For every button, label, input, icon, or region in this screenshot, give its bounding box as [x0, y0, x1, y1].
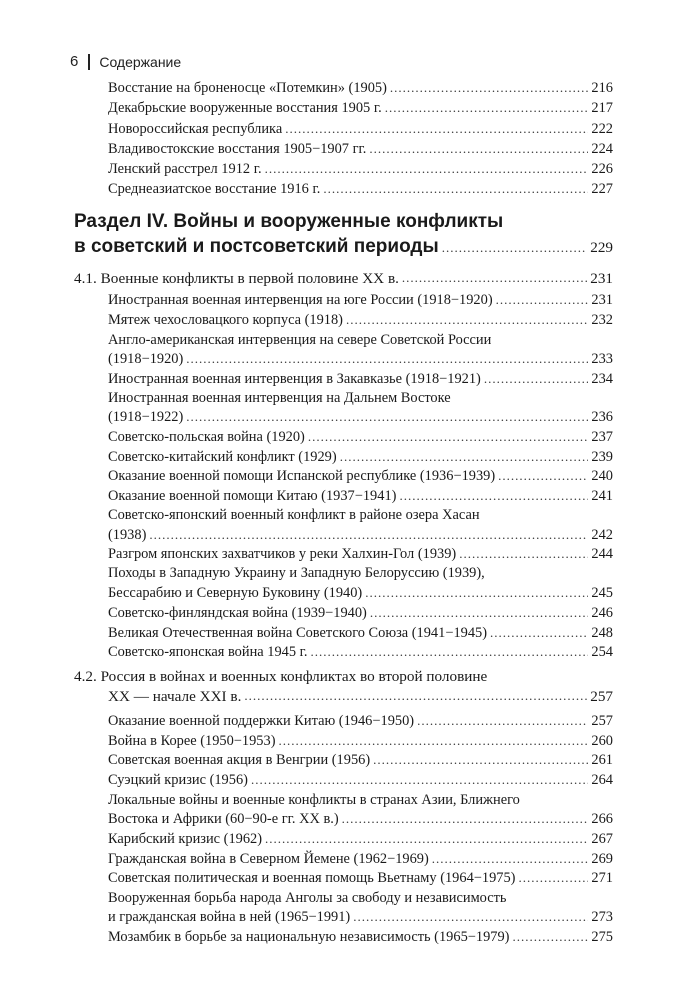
section-entry-line: 4.2. Россия в войнах и военных конфликтах во второй половине: [74, 668, 488, 685]
page-ref: 237: [591, 429, 613, 445]
toc-entry[interactable]: Ленский расстрел 1912 г. ..... 226: [108, 160, 613, 179]
leader-dots: [373, 751, 588, 770]
toc-entry[interactable]: Суэцкий кризис (1956) ..... 264: [108, 771, 613, 790]
page-ref: 231: [590, 270, 613, 287]
page-ref: 242: [591, 527, 613, 543]
page-ref: 239: [591, 449, 613, 465]
toc-entry[interactable]: (1938) ..... 242: [108, 526, 613, 545]
leader-dots: [278, 732, 588, 751]
page-ref: 244: [591, 546, 613, 562]
leader-dots: [369, 140, 588, 159]
toc-entry[interactable]: Оказание военной помощи Испанской республике (1936−1939) ..... 240: [108, 467, 613, 486]
page-ref: 224: [591, 141, 613, 157]
leader-dots: [399, 487, 588, 506]
page-ref: 254: [591, 644, 613, 660]
header-divider: [88, 54, 90, 70]
page-ref: 245: [591, 585, 613, 601]
part-entry[interactable]: в советский и постсоветский периоды ..... 229: [74, 234, 613, 260]
page-ref: 236: [591, 409, 613, 425]
leader-dots: [442, 234, 587, 260]
page-ref: 217: [591, 100, 613, 116]
toc-entry-line: Англо-американская интервенция на севере Советской России: [108, 332, 492, 348]
toc-entry[interactable]: Декабрьские вооруженные восстания 1905 г. ..... 217: [108, 99, 613, 118]
leader-dots: [432, 850, 589, 869]
leader-dots: [265, 830, 588, 849]
toc-entry[interactable]: Мятеж чехословацкого корпуса (1918) ..... 232: [108, 311, 613, 330]
toc-entry[interactable]: Мозамбик в борьбе за национальную независимость (1965−1979) ..... 275: [108, 928, 613, 947]
toc-entry[interactable]: Новороссийская республика ..... 222: [108, 120, 613, 139]
page-ref: 216: [591, 80, 613, 96]
leader-dots: [186, 408, 588, 427]
leader-dots: [385, 99, 589, 118]
toc-entry[interactable]: Гражданская война в Северном Йемене (1962−1969) ..... 269: [108, 850, 613, 869]
page-ref: 248: [591, 625, 613, 641]
toc-entry-line: Вооруженная борьба народа Анголы за свободу и независимость: [108, 890, 507, 906]
toc-entry[interactable]: Среднеазиатское восстание 1916 г. ..... 227: [108, 180, 613, 199]
page-ref: 264: [591, 772, 613, 788]
toc-entry[interactable]: Советско-финляндская война (1939−1940) ..... 246: [108, 604, 613, 623]
leader-dots: [490, 624, 588, 643]
page-ref: 229: [590, 239, 613, 256]
leader-dots: [186, 350, 588, 369]
page-ref: 227: [591, 181, 613, 197]
toc-entry[interactable]: Война в Корее (1950−1953) ..... 260: [108, 732, 613, 751]
toc-entry-line: Локальные войны и военные конфликты в странах Азии, Ближнего: [108, 792, 520, 808]
page-ref: 267: [591, 831, 613, 847]
toc-entry[interactable]: (1918−1920) ..... 233: [108, 350, 613, 369]
leader-dots: [311, 643, 589, 662]
page-ref: 261: [591, 752, 613, 768]
leader-dots: [484, 370, 589, 389]
toc-entry-line: Иностранная военная интервенция на Дальнем Востоке: [108, 390, 451, 406]
page-ref: 260: [591, 733, 613, 749]
leader-dots: [498, 467, 588, 486]
leader-dots: [512, 928, 588, 947]
toc-entry[interactable]: Оказание военной поддержки Китаю (1946−1950) ..... 257: [108, 712, 613, 731]
page-ref: 266: [591, 811, 613, 827]
page-ref: 257: [591, 713, 613, 729]
page-ref: 222: [591, 121, 613, 137]
page-ref: 257: [590, 688, 613, 705]
page-ref: 241: [591, 488, 613, 504]
section-entry[interactable]: XX — начале XXI в. ..... 257: [108, 687, 613, 706]
page-header: [70, 53, 181, 70]
leader-dots: [459, 545, 588, 564]
leader-dots: [365, 584, 588, 603]
leader-dots: [285, 120, 588, 139]
toc-entry[interactable]: Карибский кризис (1962) ..... 267: [108, 830, 613, 849]
leader-dots: [518, 869, 588, 888]
leader-dots: [149, 526, 588, 545]
toc-entry[interactable]: Советско-японская война 1945 г. ..... 254: [108, 643, 613, 662]
toc-entry[interactable]: Советско-китайский конфликт (1929) ..... 239: [108, 448, 613, 467]
toc-entry[interactable]: Советско-польская война (1920) ..... 237: [108, 428, 613, 447]
toc-entry-line: Походы в Западную Украину и Западную Белоруссию (1939),: [108, 565, 485, 581]
toc-entry[interactable]: Бессарабию и Северную Буковину (1940) ..... 245: [108, 584, 613, 603]
leader-dots: [390, 79, 588, 98]
running-title: Содержание: [99, 53, 182, 70]
toc-entry[interactable]: и гражданская война в ней (1965−1991) ..... 273: [108, 908, 613, 927]
page-ref: 240: [591, 468, 613, 484]
page-ref: 234: [591, 371, 613, 387]
toc-entry[interactable]: Востока и Африки (60−90-е гг. XX в.) ..... 266: [108, 810, 613, 829]
leader-dots: [342, 810, 589, 829]
toc-entry[interactable]: Великая Отечественная война Советского Союза (1941−1945) ..... 248: [108, 624, 613, 643]
leader-dots: [353, 908, 588, 927]
leader-dots: [244, 687, 587, 706]
page-ref: 269: [591, 851, 613, 867]
toc-entry[interactable]: (1918−1922) ..... 236: [108, 408, 613, 427]
leader-dots: [251, 771, 588, 790]
page-ref: 226: [591, 161, 613, 177]
toc-entry-line: Советско-японский военный конфликт в районе озера Хасан: [108, 507, 480, 523]
page-ref: 273: [591, 909, 613, 925]
toc-entry[interactable]: Разгром японских захватчиков у реки Халхин-Гол (1939) ..... 244: [108, 545, 613, 564]
page-ref: 233: [591, 351, 613, 367]
toc-entry[interactable]: Советская военная акция в Венгрии (1956) ..... 261: [108, 751, 613, 770]
section-entry[interactable]: 4.1. Военные конфликты в первой половине XX в. ..... 231: [74, 269, 613, 288]
leader-dots: [323, 180, 588, 199]
leader-dots: [370, 604, 589, 623]
leader-dots: [346, 311, 588, 330]
page-ref: 275: [591, 929, 613, 945]
page-ref: 246: [591, 605, 613, 621]
leader-dots: [496, 291, 589, 310]
toc-entry[interactable]: Оказание военной помощи Китаю (1937−1941) ..... 241: [108, 487, 613, 506]
leader-dots: [340, 448, 589, 467]
toc-entry[interactable]: Иностранная военная интервенция на юге России (1918−1920) ..... 231: [108, 291, 613, 310]
page-number: 6: [70, 53, 79, 70]
page-ref: 231: [591, 292, 613, 308]
leader-dots: [265, 160, 589, 179]
toc-entry[interactable]: Владивостокские восстания 1905−1907 гг. ..... 224: [108, 140, 613, 159]
toc-entry[interactable]: Иностранная военная интервенция в Закавказье (1918−1921) ..... 234: [108, 370, 613, 389]
leader-dots: [308, 428, 589, 447]
toc-entry[interactable]: Восстание на броненосце «Потемкин» (1905) ..... 216: [108, 79, 613, 98]
page-ref: 232: [591, 312, 613, 328]
part-title: Раздел IV. Войны и вооруженные конфликты: [74, 211, 504, 232]
leader-dots: [417, 712, 588, 731]
page-ref: 271: [591, 870, 613, 886]
toc-entry[interactable]: Советская политическая и военная помощь Вьетнаму (1964−1975) ..... 271: [108, 869, 613, 888]
leader-dots: [402, 269, 587, 288]
